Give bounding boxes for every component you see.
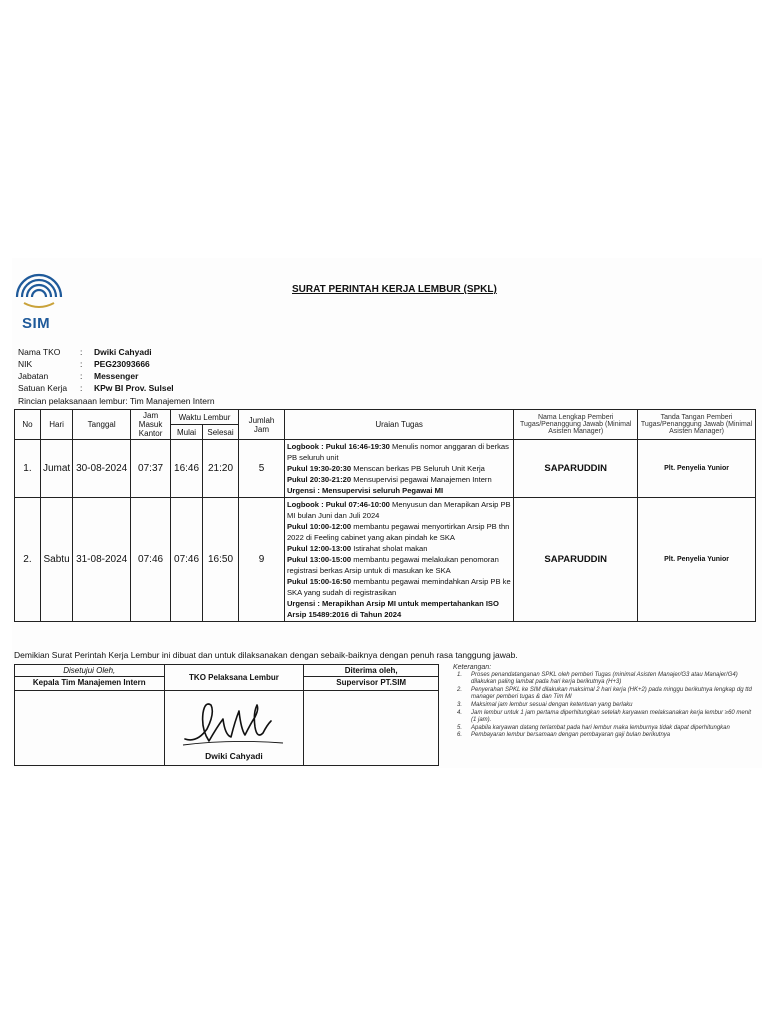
- cell-jam-masuk: 07:46: [131, 498, 171, 622]
- tko-role-label: TKO Pelaksana Lembur: [164, 665, 304, 691]
- signature-header-row: [15, 665, 439, 677]
- keterangan-item: 3. Maksimal jam lembur sesuai dengan ketentuan yang berlaku: [457, 701, 633, 708]
- uraian-line: Pukul 12:00-13:00 Istirahat sholat makan: [286, 544, 428, 553]
- uraian-line: Urgensi : Mensupervisi seluruh Pegawai MI: [286, 486, 444, 495]
- cell-jumlah: 9: [239, 498, 285, 622]
- info-colon: :: [80, 371, 83, 381]
- keterangan-item: 5. Apabila karyawan datang terlambat pada hari lembur maka lemburnya tidak dapat diperhitungkan: [457, 724, 730, 731]
- header-hari: Hari: [40, 410, 72, 440]
- header-selesai: Selesai: [203, 425, 239, 440]
- info-row-jabatan: [18, 370, 174, 382]
- cell-selesai: 21:20: [203, 440, 239, 498]
- document-title: SURAT PERINTAH KERJA LEMBUR (SPKL): [292, 284, 497, 295]
- cell-hari: Sabtu: [40, 498, 72, 622]
- info-label: Nama TKO: [18, 347, 61, 357]
- received-role-label: Supervisor PT.SIM: [304, 677, 439, 691]
- cell-nama-pemberi: SAPARUDDIN: [514, 440, 638, 498]
- cell-hari: Jumat: [40, 440, 72, 498]
- header-jam-masuk: Jam Masuk Kantor: [131, 410, 171, 440]
- info-value: PEG23093666: [94, 359, 150, 369]
- cell-uraian: [284, 440, 513, 498]
- info-row-nama: [18, 346, 174, 358]
- info-value: KPw BI Prov. Sulsel: [94, 383, 174, 393]
- header-nama-pemberi: Nama Lengkap Pemberi Tugas/Penanggung Jawab (Minimal Asisten Manager): [514, 410, 638, 440]
- cell-tanggal: 30-08-2024: [73, 440, 131, 498]
- uraian-line: Logbook : Pukul 07:46-10:00 Menyusun dan Merapikan Arsip PB MI bulan Juni dan Juli 2024: [286, 500, 511, 520]
- cell-nama-pemberi: SAPARUDDIN: [514, 498, 638, 622]
- keterangan-item: 2. Penyerahan SPKL ke SIM dilakukan maksimal 2 hari kerja (HK+2) pada minggu berikutnya lengkap dg ttd manager pemberi tugas & dan Tim MI: [457, 686, 752, 701]
- info-label: Satuan Kerja: [18, 383, 68, 393]
- cell-ttd-pemberi: Plt. Penyelia Yunior: [638, 498, 756, 622]
- uraian-line: Pukul 13:00-15:00 membantu pegawai melakukan penomoran registrasi berkas Arsip untuk di masukan ke SKA: [286, 555, 499, 575]
- handwritten-signature-icon: [179, 699, 289, 749]
- tko-name: Dwiki Cahyadi: [205, 751, 263, 761]
- header-tanggal: Tanggal: [73, 410, 131, 440]
- overtime-table: [14, 409, 756, 622]
- approved-signature-space: [15, 691, 165, 766]
- keterangan-item: 6. Pembayaran lembur bersamaan dengan pembayaran gaji bulan berikutnya: [457, 732, 671, 739]
- closing-statement: Demikian Surat Perintah Kerja Lembur ini dibuat dan untuk dilaksanakan dengan sebaik-baiknya dengan penuh rasa tanggung jawab.: [14, 650, 518, 660]
- info-row-nik: [18, 358, 174, 370]
- cell-no: 1.: [15, 440, 41, 498]
- cell-jam-masuk: 07:37: [131, 440, 171, 498]
- header-no: No: [15, 410, 41, 440]
- logo-text: SIM: [22, 315, 51, 332]
- keterangan-notes: [453, 664, 755, 740]
- header-ttd-pemberi: Tanda Tangan Pemberi Tugas/Penanggung Jawab (Minimal Asisten Manager): [638, 410, 756, 440]
- signature-table: [14, 664, 439, 766]
- info-row-satuan: [18, 382, 174, 394]
- info-label: NIK: [18, 359, 33, 369]
- cell-selesai: 16:50: [203, 498, 239, 622]
- header-waktu-lembur: Waktu Lembur: [171, 410, 239, 425]
- sim-logo-icon: [14, 265, 64, 315]
- header-jumlah-jam: Jumlah Jam: [239, 410, 285, 440]
- cell-ttd-pemberi: Plt. Penyelia Yunior: [638, 440, 756, 498]
- uraian-line: Urgensi : Merapikhan Arsip MI untuk mempertahankan ISO Arsip 15489:2016 di Tahun 2024: [286, 599, 499, 619]
- cell-mulai: 07:46: [171, 498, 203, 622]
- cell-tanggal: 31-08-2024: [73, 498, 131, 622]
- info-label: Jabatan: [18, 371, 49, 381]
- received-by-label: Diterima oleh,: [304, 665, 439, 677]
- signature-space-row: [15, 691, 439, 766]
- uraian-line: Pukul 15:00-16:50 membantu pegawai memindahkan Arsip PB ke SKA yang sudah di registrasikan: [286, 577, 511, 597]
- employee-info: [18, 346, 174, 394]
- keterangan-item: 4. Jam lembur untuk 1 jam pertama diperhitungkan setelah karyawan melaksanakan kerja lembur ≥60 menit (1 jam).: [457, 709, 752, 724]
- uraian-line: Pukul 20:30-21:20 Mensupervisi pegawai Manajemen Intern: [286, 475, 492, 484]
- cell-no: 2.: [15, 498, 41, 622]
- uraian-line: Logbook : Pukul 16:46-19:30 Menulis nomor anggaran di berkas PB seluruh unit: [286, 442, 509, 462]
- header-uraian: Uraian Tugas: [284, 410, 513, 440]
- header-mulai: Mulai: [171, 425, 203, 440]
- table-row: [15, 498, 756, 622]
- cell-uraian: [284, 498, 513, 622]
- table-header-row: [15, 410, 756, 425]
- approved-by-label: Disetujui Oleh,: [15, 665, 165, 677]
- keterangan-item: 1. Proses penandatanganan SPKL oleh pemberi Tugas (minimal Asisten Manajer/G3 atau Manajer/G4) dilakukan paling lambat pada hari kerja berikutnya (H+3): [457, 671, 738, 686]
- keterangan-title: Keterangan:: [453, 664, 492, 671]
- cell-mulai: 16:46: [171, 440, 203, 498]
- rincian-label: Rincian pelaksanaan lembur: Tim Manajemen Intern: [18, 396, 215, 406]
- table-row: [15, 440, 756, 498]
- uraian-line: Pukul 10:00-12:00 membantu pegawai menyortirkan Arsip PB thn 2022 di Feeling cabinet yang akan pindah ke SKA: [286, 522, 510, 542]
- uraian-line: Pukul 19:30-20:30 Menscan berkas PB Seluruh Unit Kerja: [286, 464, 485, 473]
- received-signature-space: [304, 691, 439, 766]
- info-colon: :: [80, 383, 83, 393]
- cell-jumlah: 5: [239, 440, 285, 498]
- info-colon: :: [80, 359, 83, 369]
- info-colon: :: [80, 347, 83, 357]
- info-value: Dwiki Cahyadi: [94, 347, 152, 357]
- info-value: Messenger: [94, 371, 139, 381]
- tko-signature-cell: [164, 691, 304, 766]
- approved-role-label: Kepala Tim Manajemen Intern: [15, 677, 165, 691]
